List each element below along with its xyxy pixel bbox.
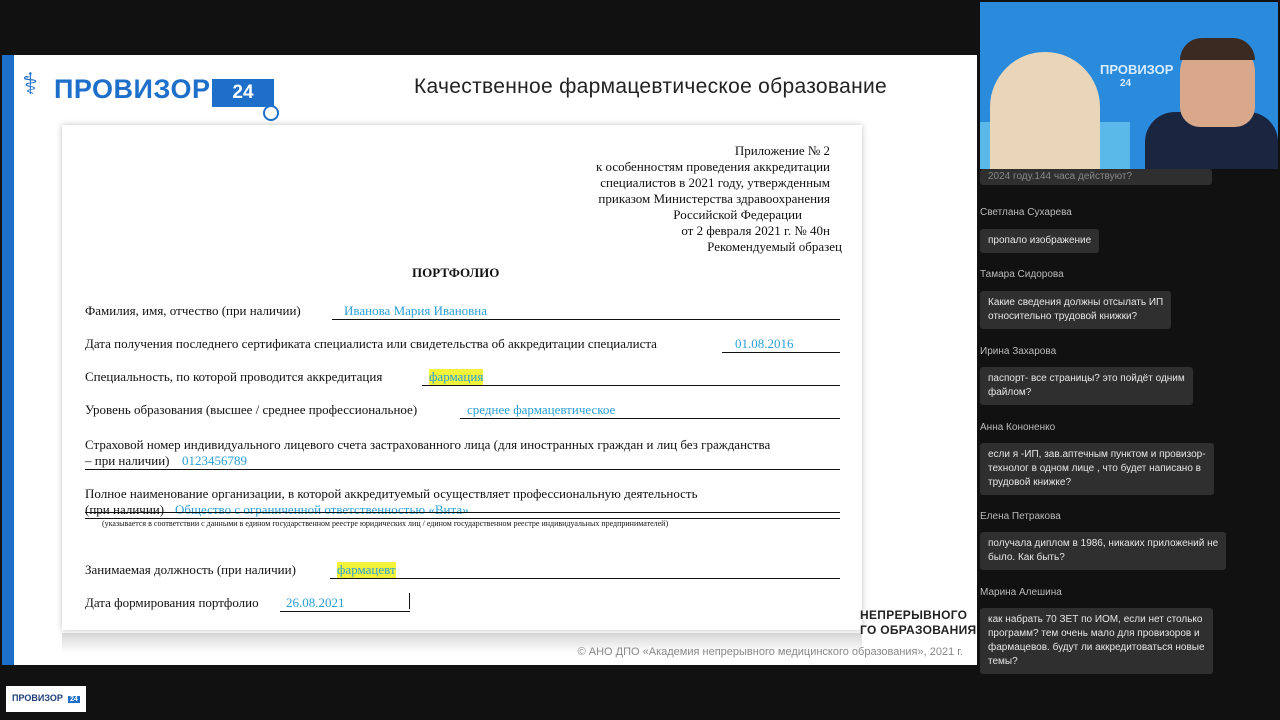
chat-author: Елена Петракова — [980, 511, 1061, 522]
slide-title: Качественное фармацевтическое образование — [414, 75, 887, 98]
video-bg-badge: 24 — [1120, 78, 1132, 89]
speaker-video[interactable] — [980, 2, 1278, 169]
copyright: © АНО ДПО «Академия непрерывного медицинского образования», 2021 г. — [577, 646, 963, 658]
specialty-label: Специальность, по которой проводится аккредитация — [85, 369, 383, 384]
chat-author: Тамара Сидорова — [980, 269, 1064, 280]
bottom-logo-brand: ПРОВИЗОР — [12, 693, 63, 703]
position-value: фармацевт — [337, 562, 396, 577]
appendix-line: Российской Федерации — [673, 207, 802, 222]
chat-message: получала диплом в 1986, никаких приложений не было. Как быть? — [980, 532, 1226, 570]
cert-date-label: Дата получения последнего сертификата специалиста или свидетельства об аккредитации специалиста — [85, 336, 657, 351]
portfolio-date-value: 26.08.2021 — [286, 595, 345, 610]
appendix-line: к особенностям проведения аккредитации — [595, 159, 830, 174]
fio-label: Фамилия, имя, отчество (при наличии) — [85, 303, 301, 318]
provizor-logo — [22, 63, 277, 123]
org-second-line — [85, 512, 840, 513]
logo-brand: ПРОВИЗОР — [54, 74, 211, 104]
position-underline — [330, 560, 840, 579]
speaker-right-hair — [1180, 38, 1255, 60]
fio-value: Иванова Мария Ивановна — [344, 303, 488, 318]
chat-message: Какие сведения должны отсылать ИП относительно трудовой книжки? — [980, 291, 1171, 329]
bottom-logo-badge: 24 — [70, 696, 78, 703]
cert-date-value: 01.08.2016 — [735, 336, 794, 351]
org-value: Общество с ограниченной ответственностью «Вита» — [175, 502, 469, 517]
portfolio-document — [62, 125, 862, 630]
snils-label-cont: – при наличии) — [85, 453, 170, 468]
chat-author: Анна Кононенко — [980, 422, 1056, 433]
medal-icon — [263, 105, 279, 121]
org-label-cont: (при наличии) — [85, 502, 165, 517]
appendix-line: приказом Министерства здравоохранения — [598, 191, 830, 206]
appendix-line: Рекомендуемый образец — [707, 239, 842, 254]
portfolio-date-label: Дата формирования портфолио — [85, 595, 259, 610]
text-cursor — [409, 593, 410, 609]
snils-label: Страховой номер индивидуального лицевого счета застрахованного лица (для иностранных граждан и лиц без гражданства — [85, 437, 771, 452]
education-label: Уровень образования (высшее / среднее профессиональное) — [85, 402, 418, 417]
appendix-line: специалистов в 2021 году, утвержденным — [600, 175, 830, 190]
chat-message-faded: 2024 году.144 часа действуют? — [980, 169, 1212, 185]
slide-edge-bar — [2, 55, 14, 665]
caduceus-icon: ⚕ — [22, 67, 39, 102]
chat-message: как набрать 70 ЗЕТ по ИОМ, если нет столько программ? тем очень мало для провизоров и фармацевов. будут ли аккредитоваться новые темы? — [980, 608, 1213, 674]
appendix-line: от 2 февраля 2021 г. № 40н — [681, 223, 830, 238]
education-value: среднее фармацевтическое — [467, 402, 616, 417]
chat-panel[interactable] — [980, 169, 1280, 689]
specialty-underline — [422, 367, 840, 386]
org-note: (указывается в соответствии с данными в едином государственном реестре юридических лиц / едином государственном реестре индивидуальных предпринимателей) — [102, 519, 669, 528]
presentation-slide — [2, 55, 977, 665]
org-label: Полное наименование организации, в которой аккредитуемый осуществляет профессиональную деятельность — [85, 486, 698, 501]
chat-message: пропало изображение — [980, 229, 1099, 253]
chat-message: паспорт- все страницы? это пойдёт одним файлом? — [980, 367, 1193, 405]
bottom-brand-logo — [6, 686, 86, 712]
chat-author: Ирина Захарова — [980, 346, 1057, 357]
footer-org-line2: ГО ОБРАЗОВАНИЯ — [860, 623, 977, 637]
chat-author: Марина Алешина — [980, 587, 1062, 598]
chat-message: если я -ИП, зав.аптечным пунктом и провизор- технолог в одном лице , что будет написано в трудовой книжке? — [980, 443, 1214, 495]
snils-value: 0123456789 — [182, 453, 247, 468]
position-label: Занимаемая должность (при наличии) — [85, 562, 296, 577]
portfolio-title: ПОРТФОЛИО — [412, 265, 500, 280]
appendix-line: Приложение № 2 — [734, 143, 830, 158]
specialty-value: фармация — [429, 369, 484, 384]
speaker-left — [990, 52, 1100, 169]
video-bg-brand: ПРОВИЗОР — [1100, 62, 1174, 77]
footer-org-line1: НЕПРЕРЫВНОГО — [860, 608, 968, 622]
chat-author: Светлана Сухарева — [980, 207, 1072, 218]
logo-badge: 24 — [212, 79, 274, 107]
